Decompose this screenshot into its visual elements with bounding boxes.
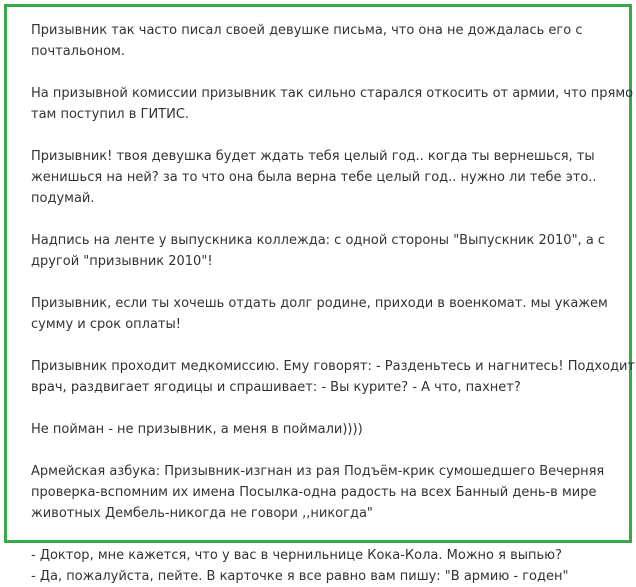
joke-line: животных Дембель-никогда не говори ,,никогда": [31, 506, 373, 521]
joke-paragraph: [31, 419, 621, 440]
joke-line: - Доктор, мне кажется, что у вас в чернильнице Кока-Кола. Можно я выпью?: [31, 548, 563, 563]
joke-paragraph: [31, 146, 621, 209]
joke-paragraph: [31, 230, 621, 272]
jokes-content: [31, 20, 636, 587]
joke-paragraph: [31, 356, 636, 398]
joke-line: Призывник проходит медкомиссию. Ему говорят: - Разденьтесь и нагнитесь! Подходит: [31, 359, 636, 374]
joke-paragraph: [31, 461, 621, 524]
joke-line: сумму и срок оплаты!: [31, 317, 181, 332]
joke-line: Призывник так часто писал своей девушке письма, что она не дождалась его с: [31, 23, 583, 38]
joke-line: другой "призывник 2010"!: [31, 254, 213, 269]
joke-line: - Да, пожалуйста, пейте. В карточке я все равно вам пишу: "В армию - годен": [31, 569, 569, 584]
joke-line: Призывник, если ты хочешь отдать долг родине, приходи в военкомат. мы укажем: [31, 296, 608, 311]
joke-paragraph: [31, 83, 634, 125]
jokes-frame: [4, 4, 636, 584]
joke-line: врач, раздвигает ягодицы и спрашивает: - Вы курите? - А что, пахнет?: [31, 380, 521, 395]
joke-paragraph: [31, 293, 621, 335]
joke-line: проверка-вспомним их имена Посылка-одна радость на всех Банный день-в мире: [31, 485, 597, 500]
joke-line: женишься на ней? за то что она была верна тебе целый год.. нужно ли тебе это..: [31, 170, 597, 185]
joke-line: там поступил в ГИТИС.: [31, 107, 190, 122]
joke-line: Армейская азбука: Призывник-изгнан из рая Подъём-крик сумошедшего Вечерняя: [31, 464, 605, 479]
joke-line: Призывник! твоя девушка будет ждать тебя целый год.. когда ты вернешься, ты: [31, 149, 595, 164]
joke-paragraph: [31, 20, 621, 62]
joke-line: почтальоном.: [31, 44, 125, 59]
joke-paragraph: [31, 545, 621, 587]
joke-line: Надпись на ленте у выпускника коллежда: с одной стороны "Выпускник 2010", а с: [31, 233, 606, 248]
joke-line: Не пойман - не призывник, а меня в поймали)))): [31, 422, 363, 437]
joke-line: На призывной комиссии призывник так сильно старался откосить от армии, что прямо: [31, 86, 634, 101]
joke-line: подумай.: [31, 191, 95, 206]
